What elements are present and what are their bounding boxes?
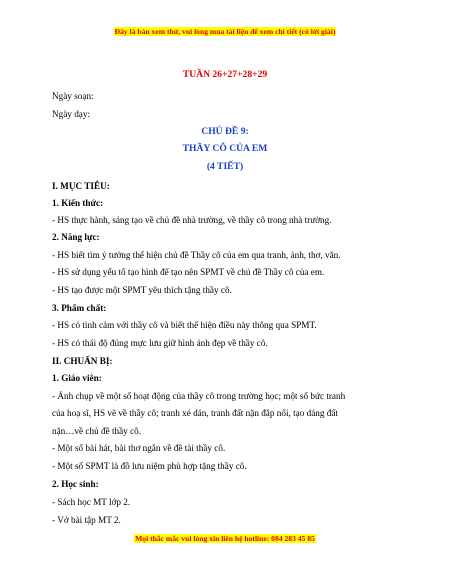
student-title: 2. Học sinh: [52,479,99,489]
hotline-banner [0,534,450,543]
quality-title: 3. Phẩm chất: [52,303,107,313]
student-item: - Sách học MT lớp 2. [52,497,131,507]
competence-item: - HS tạo được một SPMT yêu thích tặng thầy cô. [52,285,232,295]
teacher-title: 1. Giáo viên: [52,373,102,383]
teach-date-label: Ngày dạy: [52,109,91,119]
topic-number: CHỦ ĐỀ 9: [201,126,249,137]
student-item: - Vở bài tập MT 2. [52,515,121,525]
knowledge-item: - HS thực hành, sáng tạo về chủ đề nhà trường, về thầy cô trong nhà trường. [52,215,332,225]
section-objectives-title: I. MỤC TIÊU: [52,181,110,191]
preview-notice-banner [0,27,450,36]
knowledge-title: 1. Kiến thức: [52,198,104,208]
prep-date-label: Ngày soạn: [52,91,94,101]
section-preparation-title: II. CHUẨN BỊ: [52,356,113,366]
hotline-text: Mọi thắc mắc vui lòng xin liên hệ hotline: 084 283 45 85 [135,534,315,543]
quality-item: - HS có thái độ đúng mực lưu giữ hình ảnh đẹp về thầy cô. [52,338,268,348]
topic-name: THẦY CÔ CỦA EM [182,143,268,154]
competence-item: - HS sử dụng yếu tố tạo hình để tạo nên SPMT về chủ đề Thầy cô của em. [52,267,325,277]
topic-duration: (4 TIẾT) [206,161,244,172]
competence-title: 2. Năng lực: [52,232,100,242]
week-heading: TUẦN 26+27+28+29 [182,69,268,80]
teacher-item: - Một số SPMT là đồ lưu niệm phù hợp tặng thầy cô. [52,461,247,471]
teacher-item-continued: của hoạ sĩ, HS vẽ về thầy cô; tranh xé dán, tranh đất nặn đắp nổi, tạo dáng đất [52,408,339,418]
quality-item: - HS có tình cảm với thầy cô và biết thể hiện điều này thông qua SPMT. [52,320,317,330]
teacher-item-continued: nặn…về chủ đề thầy cô. [52,426,142,436]
preview-notice-text: Đây là bản xem thử, vui lòng mua tài liệu để xem chi tiết (có lời giải) [114,27,336,36]
teacher-item: - Một số bài hát, bài thơ ngắn về đề tài thầy cô. [52,443,226,453]
competence-item: - HS biết tìm ý tưởng thể hiện chủ đề Thầy cô của em qua tranh, ảnh, thơ, văn. [52,250,341,260]
teacher-item: - Ảnh chụp về một số hoạt động của thầy cô trong trường học; một số bức tranh [52,391,346,401]
